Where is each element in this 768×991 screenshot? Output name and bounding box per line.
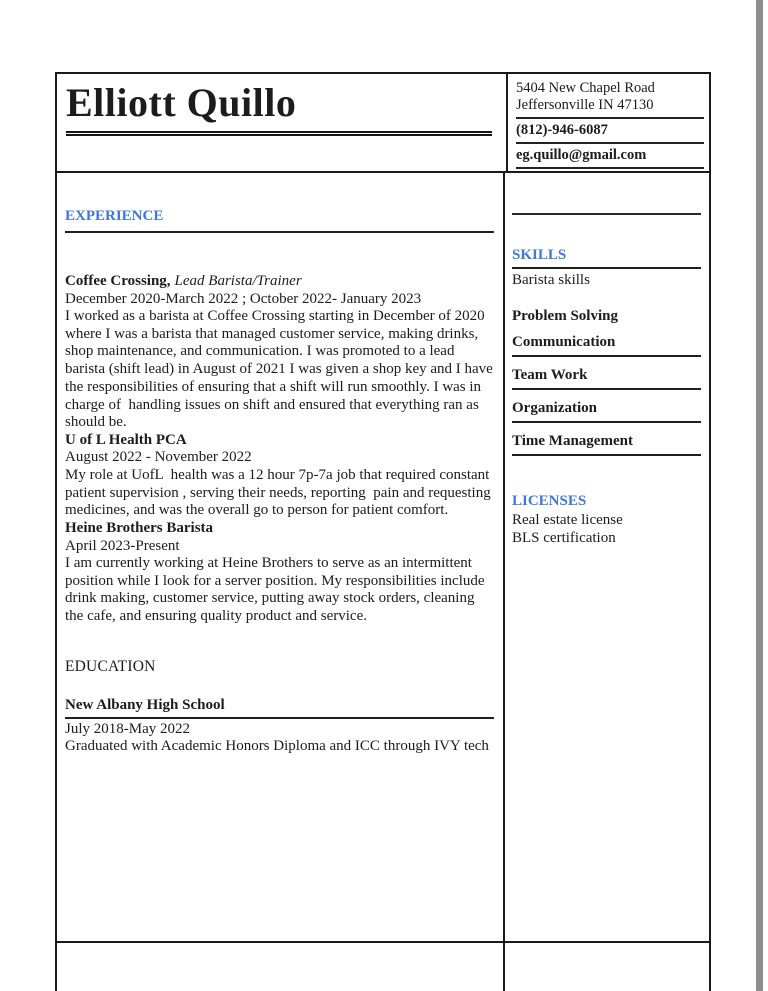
- job-description: My role at UofL health was a 12 hour 7p-7a job that required constant patient supervision , serving their needs, reporting pain and requesting medicines, and was the overall go to person for patient comfort.: [65, 466, 499, 519]
- skills-intro: Barista skills: [512, 272, 590, 288]
- contact-email: eg.quillo@gmail.com: [516, 147, 704, 169]
- job-company-line: [65, 432, 494, 450]
- skill-item-team-work: Team Work: [512, 367, 701, 390]
- header-contact-cell: [506, 74, 712, 171]
- blank-field-rule: [512, 213, 701, 215]
- job-coffee-crossing: [65, 273, 497, 432]
- job-company-name: U of L Health PCA: [65, 431, 187, 448]
- job-dates: April 2023-Present: [65, 537, 180, 554]
- contact-address-line1: 5404 New Chapel Road: [516, 80, 655, 96]
- job-company-name: Coffee Crossing,: [65, 273, 171, 289]
- job-heine-brothers: [65, 520, 494, 626]
- bottom-row: [57, 943, 709, 991]
- job-dates: August 2022 - November 2022: [65, 449, 252, 466]
- scrollbar[interactable]: [756, 0, 763, 991]
- skill-item-organization: Organization: [512, 400, 701, 423]
- skill-item-time-management: Time Management: [512, 433, 701, 456]
- bottom-right-cell: [503, 943, 709, 991]
- resume-sheet: [55, 72, 711, 991]
- job-company-line: [65, 520, 494, 538]
- education-description: Graduated with Academic Honors Diploma and ICC through IVY tech: [65, 738, 489, 755]
- bottom-left-cell: [57, 943, 503, 991]
- header-row: [57, 74, 709, 173]
- job-description: I am currently working at Heine Brothers to serve as an intermittent position while I look for a server position. My responsibilities include drink making, customer service, putting away stock orders, cleaning the cafe, and ensuring quality product and service.: [65, 555, 489, 625]
- job-dates: December 2020-March 2022 ; October 2022- January 2023: [65, 290, 422, 307]
- job-company-name: Heine Brothers Barista: [65, 520, 214, 537]
- job-company-line: [65, 273, 494, 291]
- job-description: I worked as a barista at Coffee Crossing starting in December of 2020 where I was a barista that managed customer service, making drinks, shop maintenance, and communication. I was promoted to a lead barista (shift lead) in August of 2021 I was given a shop key and I have the responsibilities of ensuring that a shift will run smoothly. I was in charge of handling issues on shift and ensured that everything ran as should be.: [65, 308, 497, 431]
- education-dates: July 2018-May 2022: [65, 720, 190, 737]
- main-row: [57, 173, 709, 943]
- license-item-real-estate: Real estate license: [512, 512, 623, 528]
- skills-heading: SKILLS: [512, 248, 701, 269]
- job-uofl-health: [65, 431, 499, 520]
- person-name: Elliott Quillo: [66, 80, 297, 125]
- job-role-title: Lead Barista/Trainer: [174, 273, 302, 289]
- skill-item-problem-solving: Problem Solving: [512, 308, 618, 324]
- skill-item-communication: Communication: [512, 334, 701, 357]
- main-left-column: [57, 173, 503, 941]
- education-heading: EDUCATION: [65, 657, 156, 675]
- education-school: New Albany High School: [65, 698, 494, 719]
- experience-heading: EXPERIENCE: [65, 209, 494, 233]
- main-right-column: [503, 173, 709, 941]
- name-double-rule: [66, 131, 492, 136]
- header-name-cell: [57, 74, 506, 171]
- contact-phone: (812)-946-6087: [516, 122, 704, 144]
- licenses-heading: LICENSES: [512, 493, 587, 509]
- contact-address-line2: Jeffersonville IN 47130: [516, 97, 704, 119]
- license-item-bls: BLS certification: [512, 529, 616, 546]
